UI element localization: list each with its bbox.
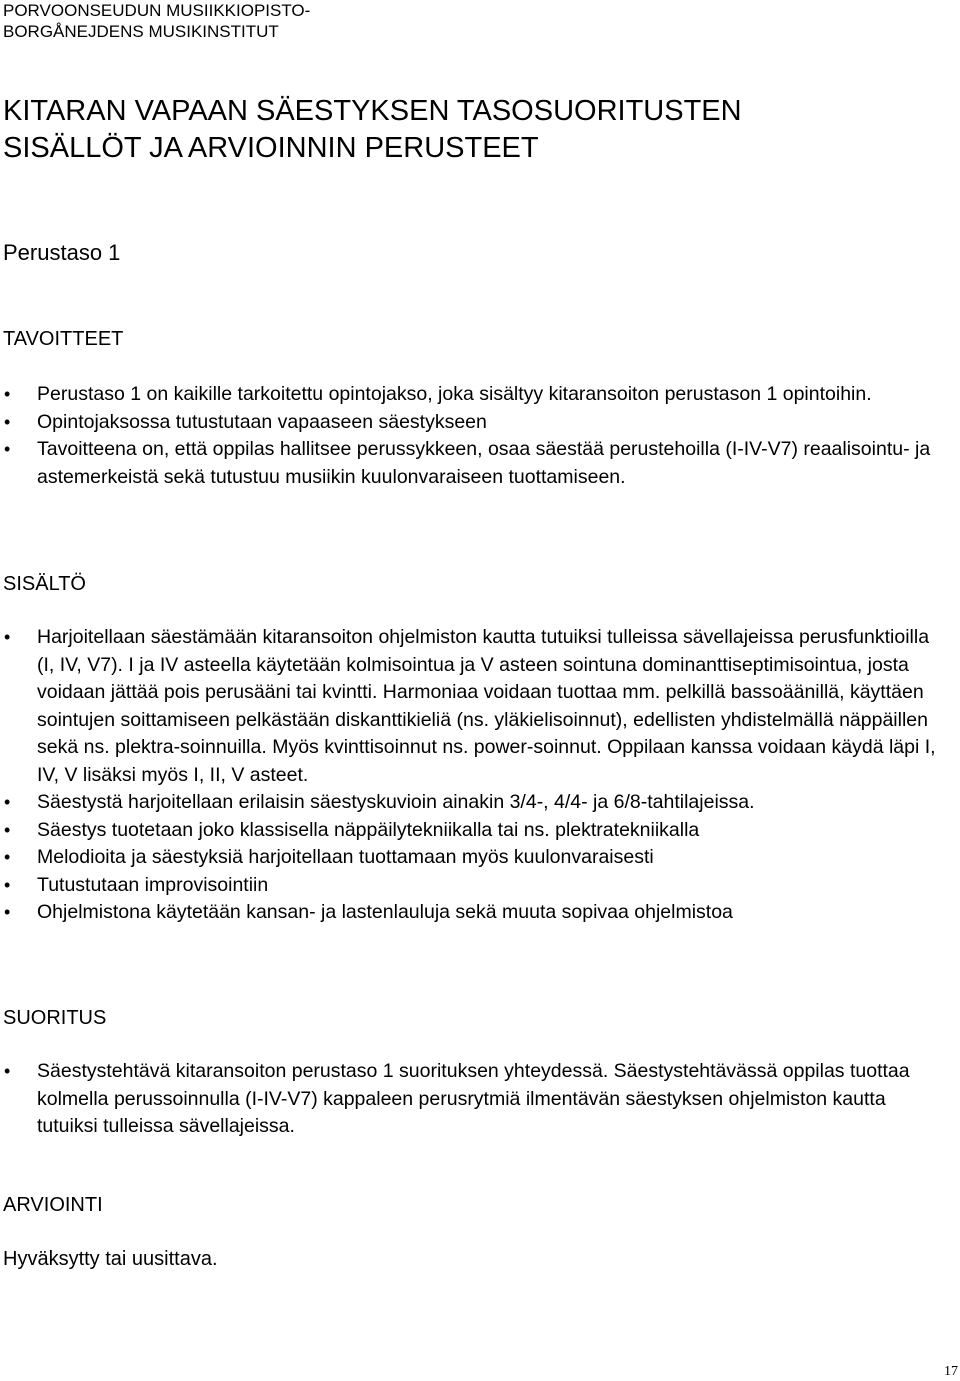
list-item: • Melodioita ja säestyksiä harjoitellaan tuottamaan myös kuulonvaraisesti [0,844,940,872]
list-item: • Säestys tuotetaan joko klassisella näppäilytekniikalla tai ns. plektratekniikalla [0,817,940,845]
document-title-line-2: SISÄLLÖT JA ARVIOINNIN PERUSTEET [3,132,539,164]
institution-header [3,0,310,42]
page-number: 17 [944,1364,958,1379]
section-heading-suoritus: SUORITUS [3,1007,107,1029]
level-subtitle: Perustaso 1 [3,240,121,265]
list-item: • Tavoitteena on, että oppilas hallitsee perussykkeen, osaa säestää perustehoilla (I-IV-V7) reaalisointu- ja astemerkeistä sekä tutustuu musiikin kuulonvaraiseen tuottamiseen. [0,436,940,491]
arviointi-text: Hyväksytty tai uusittava. [3,1248,218,1270]
list-item: • Opintojaksossa tutustutaan vapaaseen säestykseen [0,409,940,437]
list-item: • Perustaso 1 on kaikille tarkoitettu opintojakso, joka sisältyy kitaransoiton perustason 1 opintoihin. [0,381,940,409]
list-item: • Ohjelmistona käytetään kansan- ja lastenlauluja sekä muuta sopivaa ohjelmistoa [0,899,940,927]
document-title-line-1: KITARAN VAPAAN SÄESTYKSEN TASOSUORITUSTEN [3,95,742,127]
institution-name-line-2: BORGÅNEJDENS MUSIKINSTITUT [3,22,279,41]
institution-name-line-1: PORVOONSEUDUN MUSIIKKIOPISTO- [3,1,311,20]
list-item: • Säestystä harjoitellaan erilaisin säestyskuvioin ainakin 3/4-, 4/4- ja 6/8-tahtilajeissa. [0,789,940,817]
sisalto-list [0,624,940,927]
list-item: • Tutustutaan improvisointiin [0,872,940,900]
section-heading-sisalto: SISÄLTÖ [3,573,86,595]
section-heading-tavoitteet: TAVOITTEET [3,328,124,350]
list-item: • Harjoitellaan säestämään kitaransoiton ohjelmiston kautta tutuiksi tulleissa sävellajeissa perusfunktioilla (I, IV, V7). I ja IV asteella käytetään kolmisointua ja V asteen sointuna dominanttiseptimisointua, josta voidaan jättää pois perusääni tai kvintti. Harmoniaa voidaan tuottaa mm. pelkillä bassoäänillä, käyttäen sointujen soittamiseen pelkästään diskanttikieliä (ns. yläkielisoinnut), edellisten yhdistelmällä näppäillen sekä ns. plektra-soinnuilla. Myös kvinttisoinnut ns. power-soinnut. Oppilaan kanssa voidaan käydä läpi I, IV, V lisäksi myös I, II, V asteet. [0,624,940,789]
list-item: • Säestystehtävä kitaransoiton perustaso 1 suorituksen yhteydessä. Säestystehtävässä oppilas tuottaa kolmella perussoinnulla (I-IV-V7) kappaleen perusrytmiä ilmentävän säestyksen ohjelmiston kautta tutuiksi tulleissa sävellajeissa. [0,1058,940,1141]
suoritus-list [0,1058,940,1141]
document-title [3,93,742,167]
section-heading-arviointi: ARVIOINTI [3,1194,103,1216]
tavoitteet-list [0,381,940,491]
